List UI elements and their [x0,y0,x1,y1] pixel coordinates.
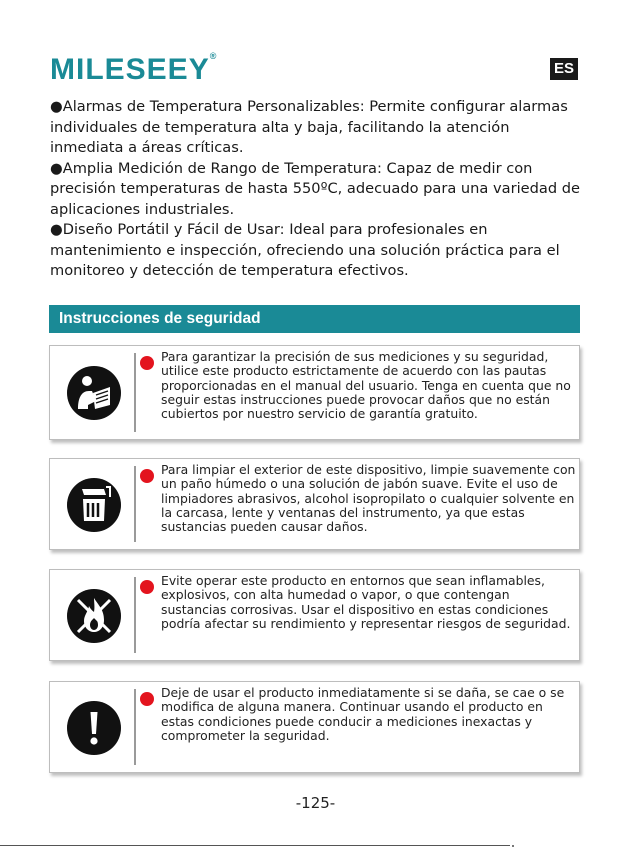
safety-card [49,458,580,550]
footer-rule [0,845,510,846]
safety-text: Para garantizar la precisión de sus mediciones y su seguridad, utilice este producto estrictamente de acuerdo con las pautas proporcionadas en el manual del usuario. Tenga en cuenta que no seguir estas instrucciones puede provocar daños que no están cubiertos por nuestro servicio de garantía gratuito. [161,349,571,422]
bullet-dot [140,580,154,594]
feature-item: ●Alarmas de Temperatura Personalizables: Permite configurar alarmas individuales de temperatura alta y baja, facilitando la atención inmediata a áreas críticas. [50,98,568,156]
feature-list [50,97,585,282]
clean-cloth-icon [66,477,122,533]
feature-item: ●Amplia Medición de Rango de Temperatura: Capaz de medir con precisión temperaturas de hasta 550ºC, adecuado para una variedad de aplicaciones industriales. [50,159,580,218]
bullet-dot [140,469,154,483]
safety-card [49,345,580,440]
language-badge: ES [550,58,578,80]
brand-logo [50,53,217,87]
card-divider [134,353,136,432]
trademark-mark: ® [209,51,218,61]
card-divider [134,689,136,765]
bullet-dot [140,692,154,706]
safety-text: Evite operar este producto en entornos que sean inflamables, explosivos, con alta humedad o vapor, o que contengan sustancias corrosivas. Usar el dispositivo en estas condiciones podría afectar su rendimiento y representar riesgos de seguridad. [161,573,571,631]
footer-mark [512,845,514,847]
safety-text: Deje de usar el producto inmediatamente si se daña, se cae o se modifica de alguna manera. Continuar usando el producto en estas condiciones puede conducir a mediciones inexactas y comprometer la seguridad. [161,685,565,743]
safety-card [49,681,580,773]
no-flammable-icon [66,588,122,644]
safety-text: Para limpiar el exterior de este dispositivo, limpie suavemente con un paño húmedo o una solución de jabón suave. Evite el uso de limpiadores abrasivos, alcohol isopropilato o cualquier solvente en la carcasa, lente y ventanas del instrumento, ya que estas sustancias pueden causar daños. [161,462,576,535]
card-divider [134,466,136,542]
feature-item: ●Diseño Portátil y Fácil de Usar: Ideal para profesionales en mantenimiento e inspección, ofreciendo una solución práctica para el monitoreo y detección de temperatura efectivos. [50,221,560,279]
section-title: Instrucciones de seguridad [49,305,580,333]
card-divider [134,577,136,653]
page-number: -125- [295,794,336,812]
warning-exclamation-icon [66,700,122,756]
read-manual-icon [66,365,122,421]
safety-card [49,569,580,661]
bullet-dot [140,356,154,370]
brand-name: MILESEEY [50,53,210,86]
